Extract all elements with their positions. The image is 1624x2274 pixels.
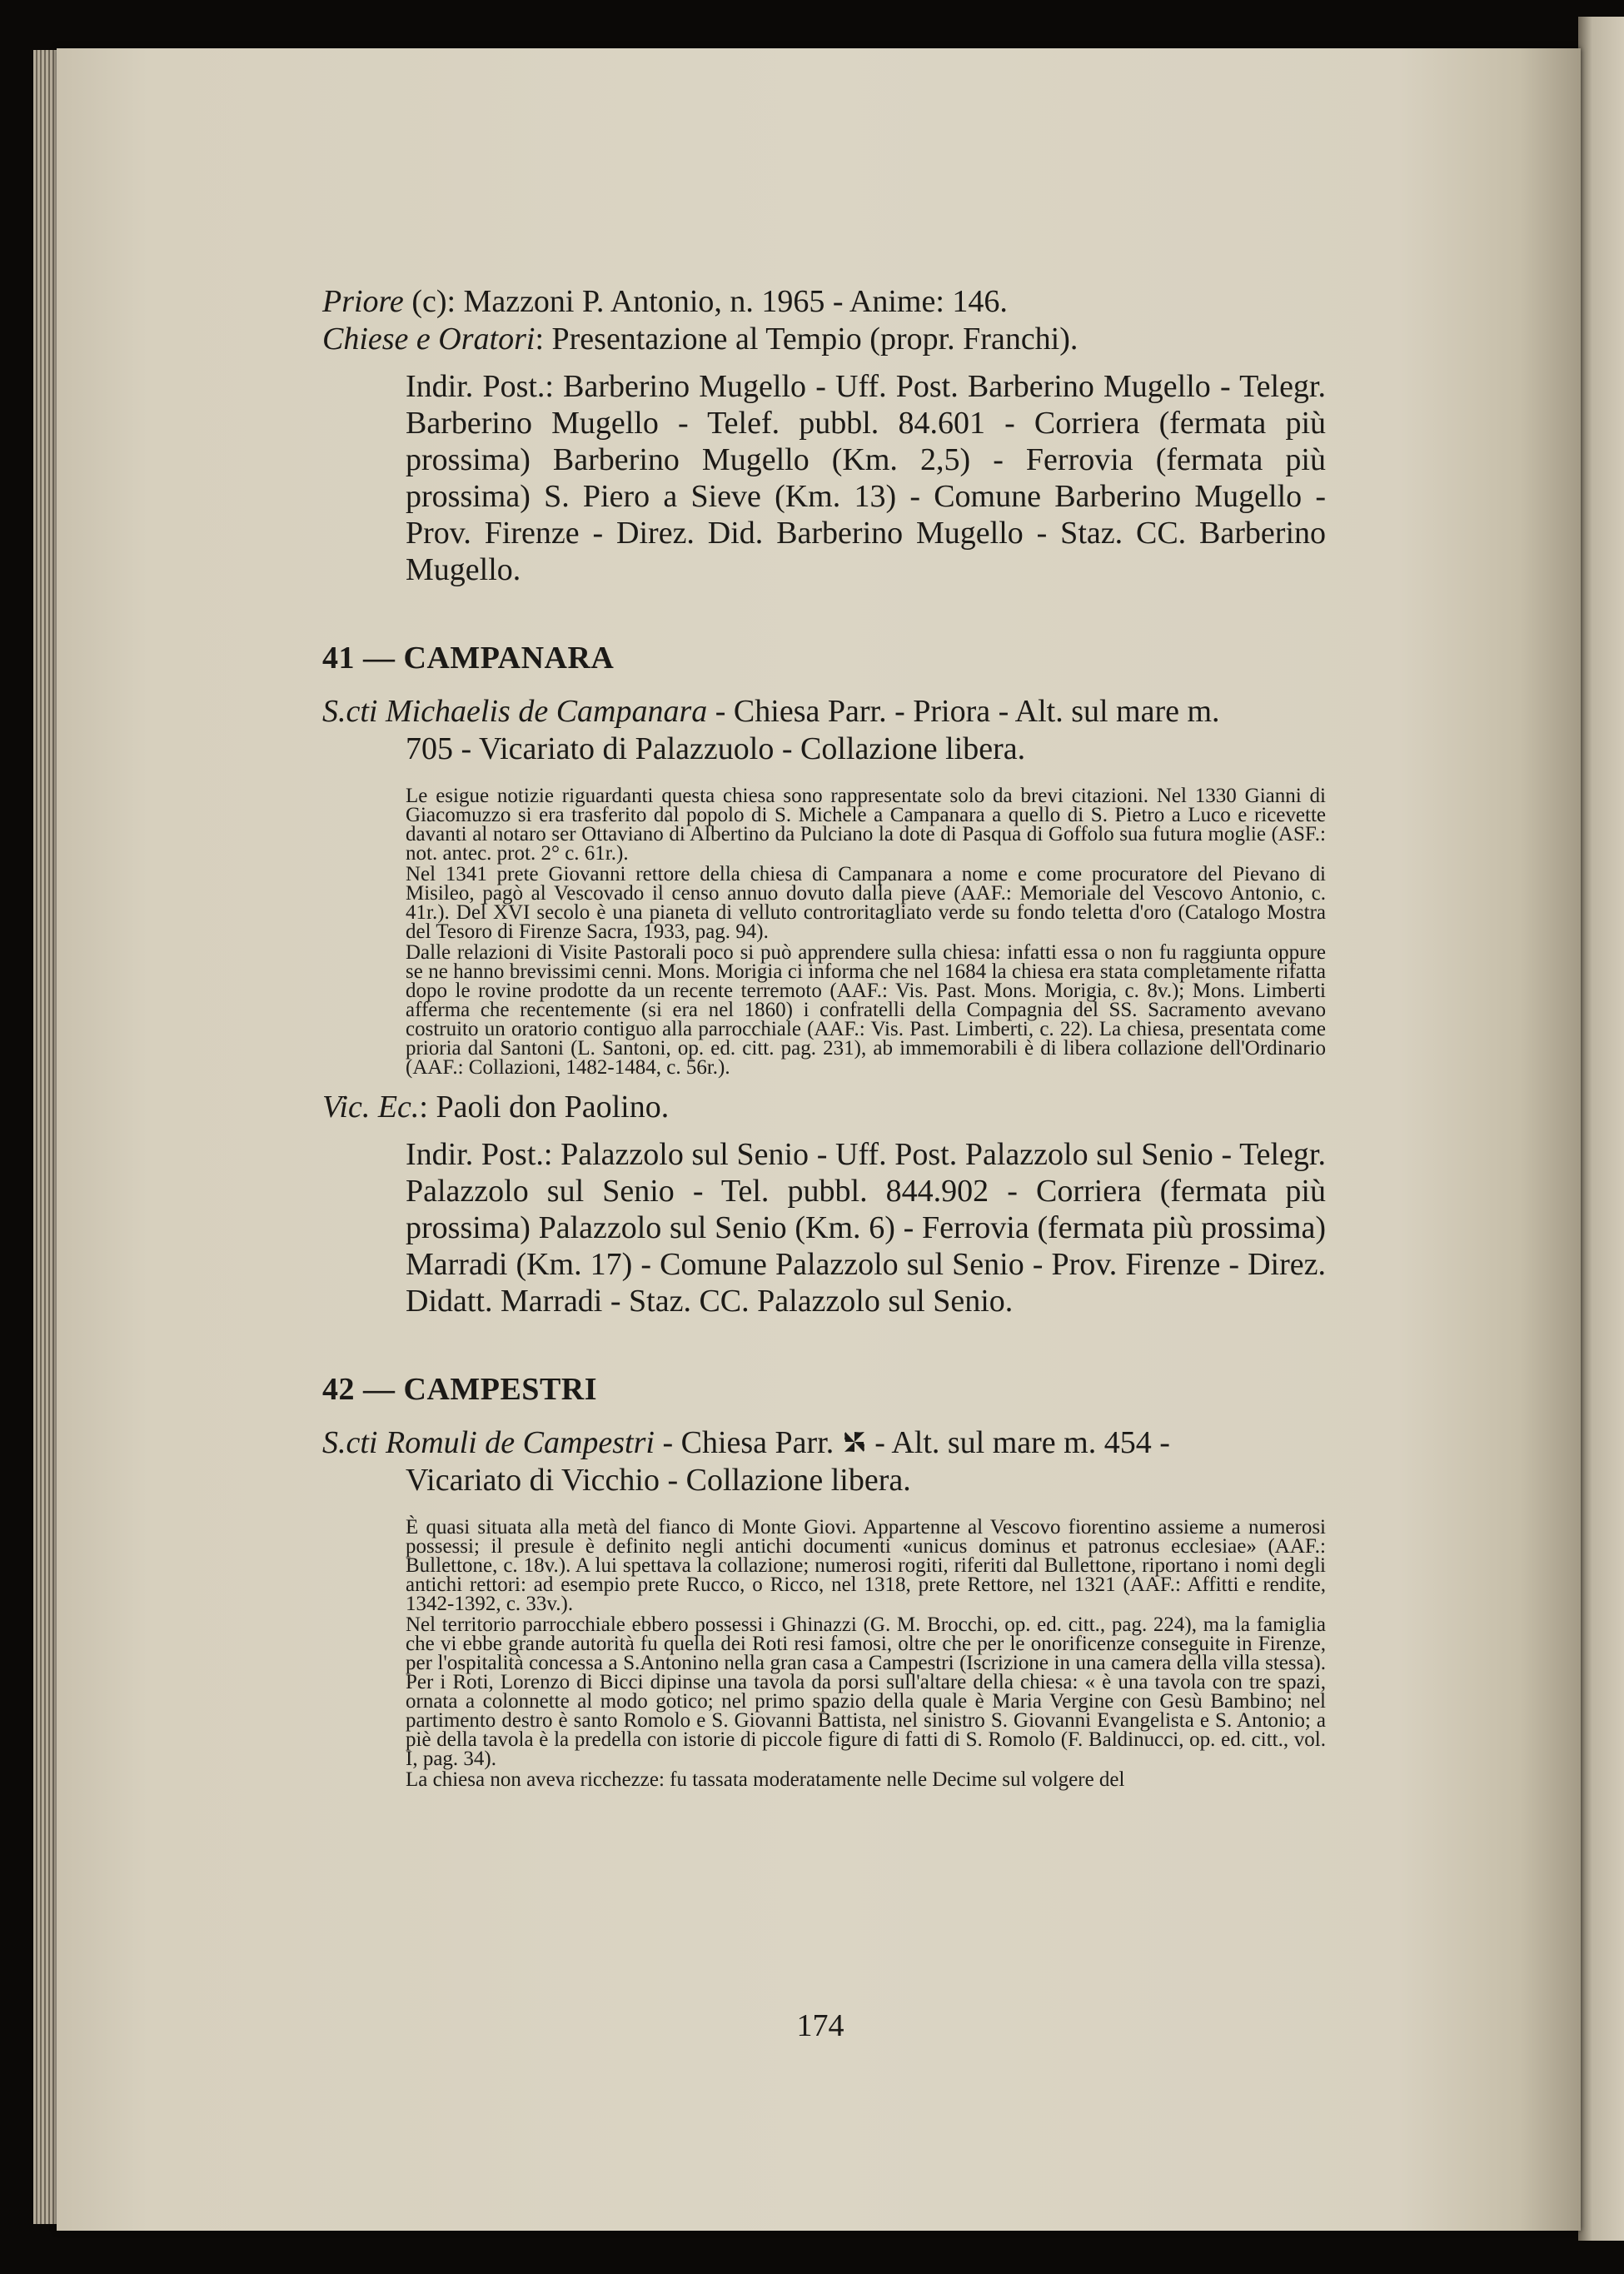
entry-campestri-line1b: - Alt. sul mare m. 454 - [866,1425,1170,1460]
note-paragraph: Nel 1341 prete Giovanni rettore della chiesa di Campanara a nome e come procuratore del Pievano di Misileo, pagò al Vescovado il censo annuo dovuto dalla pieve (AAF.: Memoriale del Vescovo Antonio, c. 41r.). Del XVI secolo è una pianeta di velluto controritagliato verde su fondo teletta d'oro (Catalogo Mostra del Tesoro di Firenze Sacra, 1933, pag. 94). [406,863,1326,943]
note-paragraph: È quasi situata alla metà del fianco di Monte Giovi. Appartenne al Vescovo fiorentino assieme a numerosi possessi; il presule è definito negli antichi documenti «unicus dominus et patronus ecclesiae» (AAF.: Bullettone, c. 18v.). A lui spettava la collazione; numerosi rogiti, riferiti dal Bullettone, riportano i nomi degli antichi rettori: ad esempio prete Rucco, o Ricco, nel 1318, prete Rettore, nel 1321 (AAF.: Affitti e rendite, 1342-1392, c. 33v.). [406,1516,1326,1615]
page-content [322,283,1326,1789]
chiese-text: : Presentazione al Tempio (propr. Franchi). [535,322,1079,357]
priore-text: (c): Mazzoni P. Antonio, n. 1965 - Anime: 146. [403,284,1008,319]
maltese-cross-icon [842,1429,867,1454]
section-heading-42: 42 — CAMPESTRI [322,1372,598,1407]
church-name-campanara: S.cti Michaelis de Campanara [322,694,708,729]
page-number: 174 [796,2008,844,2043]
entry-campanara [322,693,1326,768]
note-paragraph: Nel territorio parrocchiale ebbero possessi i Ghinazzi (G. M. Brocchi, op. ed. citt., pag. 224), ma la famiglia che vi ebbe grande autorità fu quella dei Roti resi famosi, oltre che per le onorificenze conseguite in Firenze, per l'ospitalità concessa a S.Antonino nella gran casa a Campestri (Iscrizione in una camera della villa stessa). Per i Roti, Lorenzo di Bicci dipinse una tavola da porsi sull'altare della chiesa: « è una tavola con tre spazi, ornata a colonnette al modo gotico; nel primo spazio della quale è Maria Vergine con Gesù Bambino; nel partimento destro è santo Romolo e S. Giovanni Battista, nel sinistro S. Giovanni Evangelista e S. Antonio; a piè della tavola è la predella con istorie di piccole figure di fatti di S. Romolo (F. Baldinucci, op. ed. citt., vol. I, pag. 34). [406,1613,1326,1770]
note-paragraph: Le esigue notizie riguardanti questa chiesa sono rappresentate solo da brevi citazioni. Nel 1330 Gianni di Giacomuzzo si era trasferito dal popolo di S. Michele a Campanara a quello di S. Pietro a Luco e ricevette davanti al notaro ser Ottaviano di Albertino da Pulciano la dote di Pasqua di Goffolo sua futura moglie (ASF.: not. antec. prot. 2° c. 61r.). [406,785,1326,865]
entry-campanara-line1: - Chiesa Parr. - Priora - Alt. sul mare m. [707,694,1220,729]
priore-label: Priore [322,284,404,319]
entry-campestri-line2: Vicariato di Vicchio - Collazione libera. [406,1463,911,1498]
entry-campestri [322,1424,1326,1499]
address-block-barberino: Indir. Post.: Barberino Mugello - Uff. Post. Barberino Mugello - Telegr. Barberino Mugello - Telef. pubbl. 84.601 - Corriera (fermata più prossima) Barberino Mugello (Km. 2,5) - Ferrovia (fermata più prossima) S. Piero a Sieve (Km. 13) - Comune Barberino Mugello - Prov. Firenze - Direz. Did. Barberino Mugello - Staz. CC. Barberino Mugello. [406,369,1326,587]
priore-line [322,283,1326,321]
chiese-label: Chiese e Oratori [322,322,536,357]
facing-page-edge [1578,17,1624,2241]
chiese-line [322,321,1326,358]
note-paragraph: La chiesa non aveva ricchezze: fu tassata moderatamente nelle Decime sul volgere del [406,1768,1125,1791]
section-heading-41: 41 — CAMPANARA [322,641,615,676]
vicario-line [322,1089,1326,1126]
entry-campanara-line2: 705 - Vicariato di Palazzuolo - Collazione libera. [406,731,1026,766]
address-block-palazzuolo: Indir. Post.: Palazzolo sul Senio - Uff. Post. Palazzolo sul Senio - Telegr. Palazzolo sul Senio - Tel. pubbl. 844.902 - Corriera (fermata più prossima) Palazzolo sul Senio (Km. 6) - Ferrovia (fermata più prossima) Marradi (Km. 17) - Comune Palazzolo sul Senio - Prov. Firenze - Direz. Didatt. Marradi - Staz. CC. Palazzolo sul Senio. [406,1137,1326,1319]
entry-campestri-line1a: - Chiesa Parr. [654,1425,842,1460]
notes-campanara [406,786,1326,1077]
note-paragraph: Dalle relazioni di Visite Pastorali poco si può apprendere sulla chiesa: infatti essa o non fu raggiunta oppure se ne hanno brevissimi cenni. Mons. Morigia ci informa che nel 1684 la chiesa era stata completamente rifatta dopo le rovine prodotte da un recente terremoto (AAF.: Vis. Past. Mons. Morigia, c. 8v.); Mons. Limberti afferma che recentemente (si era nel 1860) i confratelli della Compagnia del SS. Sacramento avevano costruito un oratorio contiguo alla parrocchiale (AAF.: Vis. Past. Limberti, c. 22). La chiesa, presentata come prioria dal Santoni (L. Santoni, op. ed. citt. pag. 231), ab immemorabili è di libera collazione dell'Ordinario (AAF.: Collazioni, 1482-1484, c. 56r.). [406,941,1326,1079]
church-name-campestri: S.cti Romuli de Campestri [322,1425,655,1460]
vicario-label: Vic. Ec. [322,1090,420,1125]
notes-campestri [406,1518,1326,1789]
vicario-text: : Paoli don Paolino. [419,1090,670,1125]
